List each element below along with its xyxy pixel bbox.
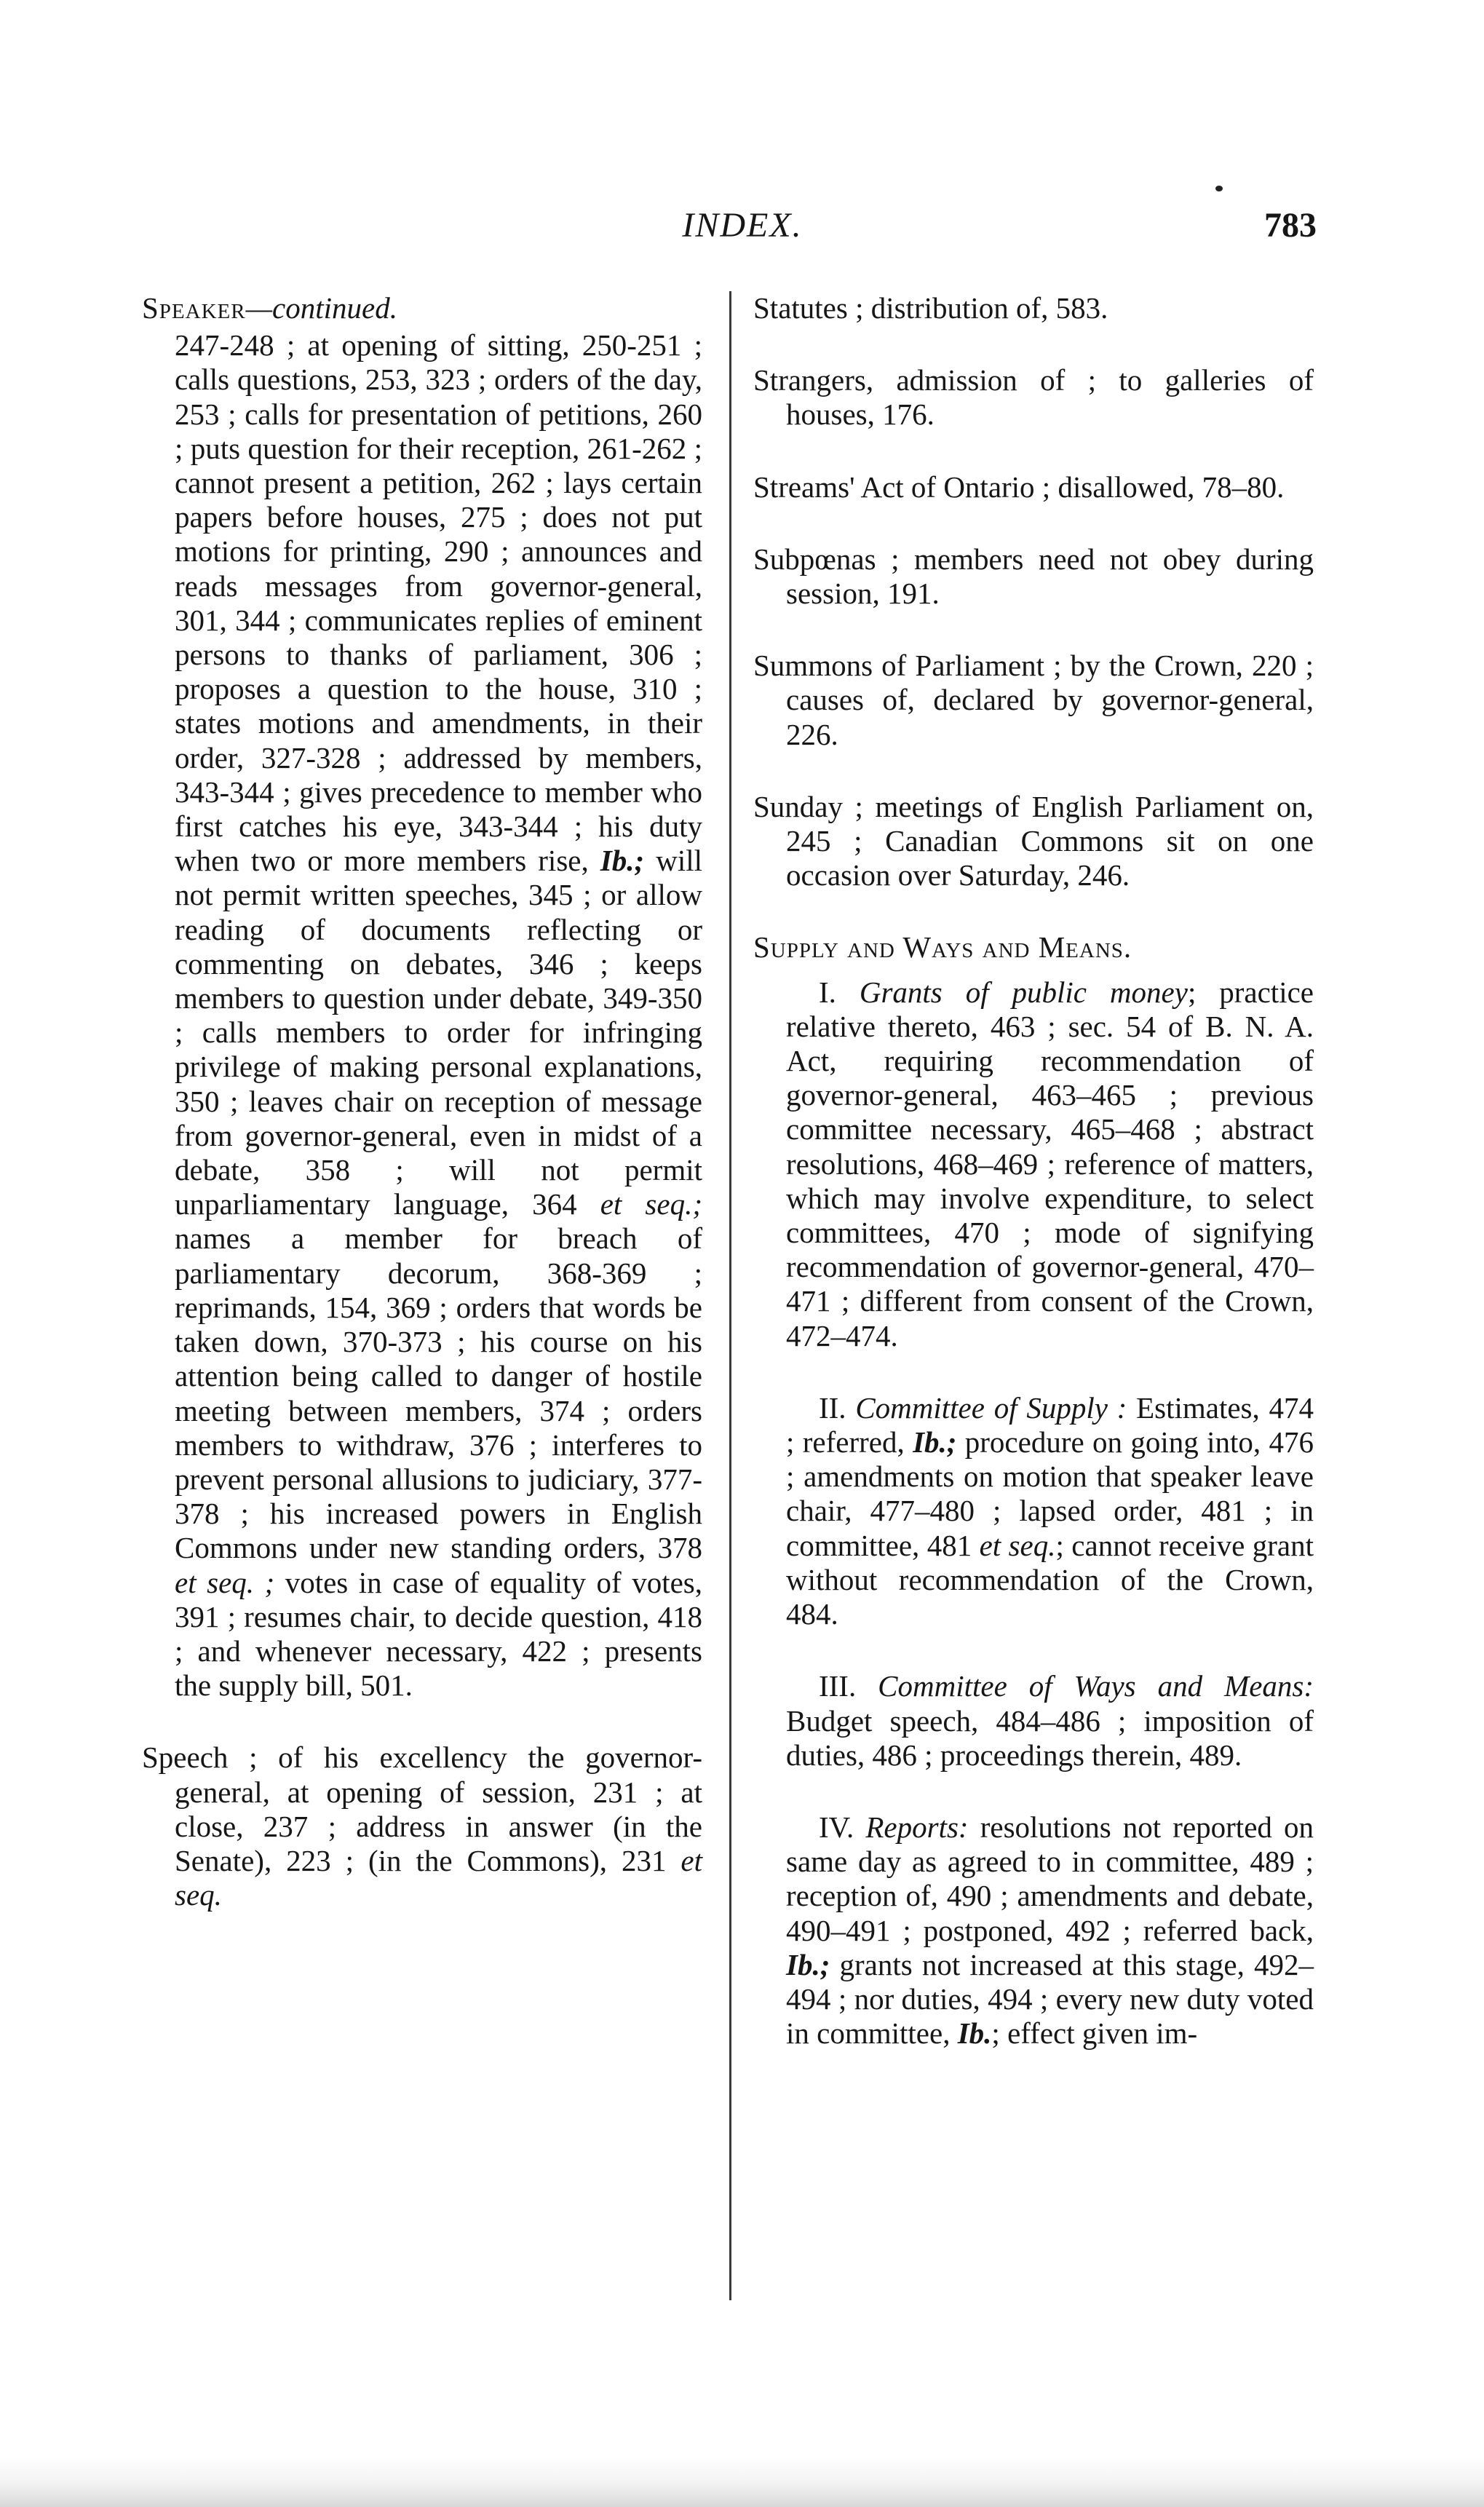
running-head: INDEX. [682,206,803,245]
et-seq-ref: et seq.; [600,1187,702,1221]
ibid-ref: Ib. [957,2016,992,2051]
subentry-grants [753,975,1314,1353]
page-number: 783 [1264,206,1317,245]
entry-text: 247-248 ; at opening of sitting, 250-251 ; calls questions, 253, 323 ; orders of the day, 253 ; calls for presentation of petitions, 260 ; puts question for their reception, 261-262 ; cannot present a petition, 262 ; lays certain papers before houses, 275 ; does not put motions for printing, 290 ; announces and reads messages from governor-general, 301, 344 ; communicates replies of eminent persons to thanks of parliament, 306 ; proposes a question to the house, 310 ; states motions and amendments, in their order, 327-328 ; addressed by members, 343-344 ; gives precedence to member who first catches his eye, 343-344 ; his duty when two or more members rise, [175,328,702,878]
entry-statutes: Statutes ; distribution of, 583. [753,291,1108,325]
continued-label: —continued. [245,291,397,325]
entry-text: will not permit written speeches, 345 ; or allow reading of documents reflecting or commenting on debates, 346 ; keeps members to question under debate, 349-350 ; calls members to order for infringing privilege of making personal explanations, 350 ; leaves chair on reception of message from governor-general, even in midst of a debate, 358 ; will not permit unparliamentary language, 364 [175,844,703,1221]
subentry-title: Committee of Supply : [855,1390,1127,1425]
et-seq-ref: et seq. [979,1528,1056,1562]
entry-text: ; cannot receive grant without recommendation of the Crown, 484. [786,1528,1314,1631]
entry-text: Speech ; of his excellency the governor-general, at opening of session, 231 ; at close, 237 ; address in answer (in the Senate), 223 ; (in the Commons), 231 [142,1740,702,1877]
entry-speech [142,1740,702,1912]
subentry-title: Reports: [865,1810,969,1844]
entry-term: Speaker [142,291,246,325]
subentry-number: IV. [819,1810,854,1844]
left-column [142,291,702,1950]
entry-text: grants not increased at this stage, 492–494 ; nor duties, 494 ; every new duty voted in committee, [786,1947,1314,2051]
et-seq-ref: et seq. [175,1843,703,1912]
subentry-title: Committee of Ways and Means: [878,1669,1314,1703]
right-column [753,291,1314,2088]
entry-text: ; practice relative thereto, 463 ; sec. 54 of B. N. A. Act, requiring recommendation of governor-general, 463–465 ; previous committee necessary, 465–468 ; abstract resolutions, 468–469 ; reference of matters, which may involve expenditure, to select committees, 470 ; mode of signifying recommendation of governor-general, 470–471 ; different from consent of the Crown, 472–474. [786,975,1314,1352]
ibid-ref: Ib.; [786,1947,830,1981]
et-seq-ref: et seq. ; [175,1565,275,1599]
entry-summons: Summons of Parliament ; by the Crown, 220 ; causes of, declared by governor-general, 226. [753,649,1314,751]
subentry-committee-of-supply [753,1391,1314,1631]
column-divider [729,291,731,2300]
entry-text: Estimates, 474 ; referred, [786,1390,1314,1460]
subentry-number: III. [819,1669,857,1703]
ibid-ref: Ib.; [600,844,645,878]
entry-speaker [142,328,702,1703]
entry-sunday: Sunday ; meetings of English Parliament on, 245 ; Canadian Commons sit on one occasion over Saturday, 246. [753,789,1314,892]
entry-text: votes in case of equality of votes, 391 ; resumes chair, to decide question, 418 ; and whenever necessary, 422 ; presents the supply bill, 501. [175,1565,702,1703]
entry-heading-speaker [142,291,702,325]
subentry-number: II. [819,1390,846,1425]
subentry-ways-and-means [753,1669,1314,1773]
ibid-ref: Ib.; [913,1425,957,1460]
entry-text: resolutions not reported on same day as agreed to in committee, 489 ; reception of, 490 ; amendments and debate, 490–491 ; postponed, 492 ; referred back, [786,1810,1314,1947]
subentry-reports [753,1810,1314,2051]
entry-text: names a member for breach of parliamentary decorum, 368-369 ; reprimands, 154, 369 ; orders that words be taken down, 370-373 ; his course on his attention being called to danger of hostile meeting between members, 374 ; orders members to withdraw, 376 ; interferes to prevent personal allusions to judiciary, 377-378 ; his increased powers in English Commons under new standing orders, 378 [175,1221,702,1565]
entry-heading-supply: Supply and Ways and Means. [753,930,1132,965]
entry-subpoenas: Subpœnas ; members need not obey during session, 191. [753,542,1314,611]
entry-strangers: Strangers, admission of ; to galleries of houses, 176. [753,363,1314,432]
entry-text: procedure on going into, 476 ; amendments on motion that speaker leave chair, 477–480 ; lapsed order, 481 ; in committee, 481 [786,1425,1314,1562]
entry-streams: Streams' Act of Ontario ; disallowed, 78–80. [753,470,1285,504]
entry-text: Budget speech, 484–486 ; imposition of duties, 486 ; proceedings therein, 489. [786,1703,1314,1772]
entry-text: ; effect given im- [991,2016,1198,2051]
subentry-title: Grants of public money [859,975,1188,1009]
ink-speck [1215,186,1223,191]
subentry-number: I. [819,975,836,1009]
page-edge-shadow [0,2456,1484,2507]
